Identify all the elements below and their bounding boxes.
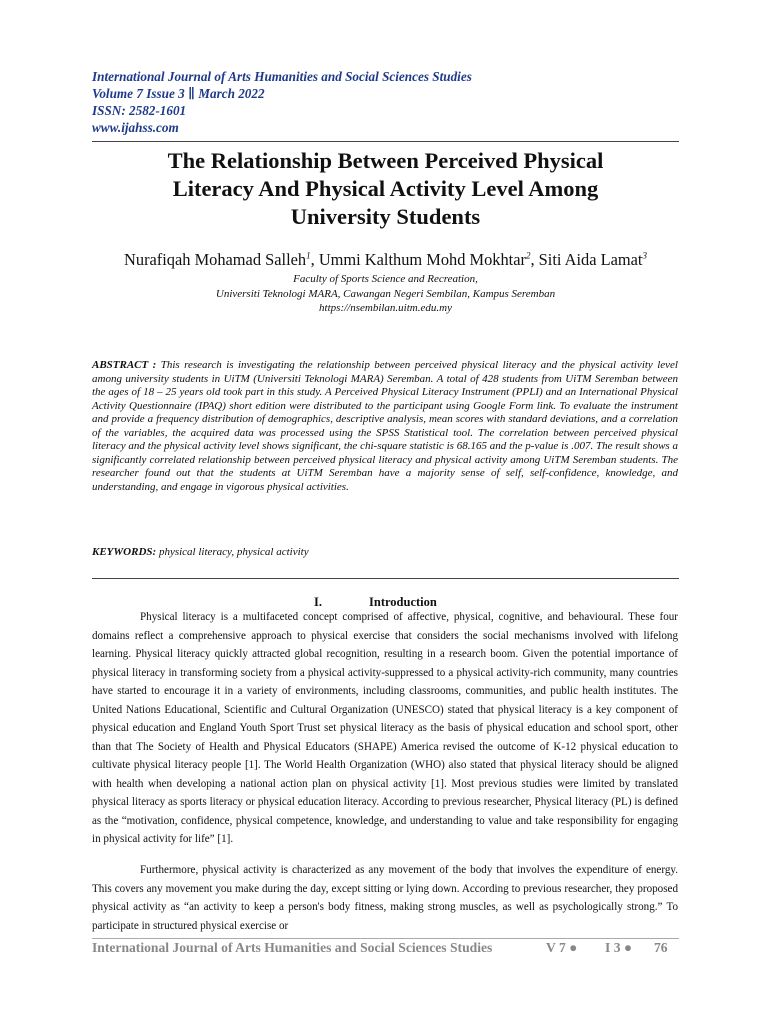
journal-website[interactable]: www.ijahss.com — [92, 120, 179, 135]
journal-header — [92, 68, 472, 136]
footer-volume: V 7 ● — [546, 940, 578, 955]
abstract-text: This research is investigating the relationship between perceived physical literacy and the physical activity level among university students in UiTM (Universiti Teknologi MARA) Seremban. A total of 428 students from UiTM Seremban between the ages of 18 – 25 years old took part in this study. A Perceived Physical Literacy Instrument (PPLI) and an International Physical Activity Questionnaire (IPAQ) short edition were distributed to the participant using Google Form link. To evaluate the instrument and provide a frequency distribution of demographics, descriptive analysis, mean scores with standard deviations, and a correlation of the variables, the acquired data was processed using the SPSS Statistical tool. The correlation between perceived physical literacy and the physical activity level shows significant, the chi-square statistic is 68.165 and the p-value is .007. The result shows a significantly correlated relationship between perceived physical literacy and physical activity among UiTM Seremban students. The researcher found out that the students at UiTM Seremban have a majority sense of self, self-confidence, knowledge, and understanding, and engage in vigorous physical activities. — [92, 359, 678, 493]
title-line: Literacy And Physical Activity Level Among — [172, 176, 599, 201]
paper-title — [92, 147, 679, 231]
footer-issue: I 3 ● — [605, 940, 633, 955]
keywords — [92, 546, 678, 558]
footer-divider — [92, 938, 679, 939]
author-affiliation-mark: 3 — [642, 250, 647, 261]
author-affiliation-mark: 1 — [306, 250, 311, 261]
abstract — [92, 359, 678, 494]
affiliation-faculty: Faculty of Sports Science and Recreation, — [293, 273, 478, 285]
author-list — [92, 250, 679, 270]
keywords-label: KEYWORDS: — [92, 546, 157, 558]
author-separator: , — [310, 250, 319, 269]
author-name: Nurafiqah Mohamad Salleh — [124, 250, 307, 269]
title-line: The Relationship Between Perceived Physical — [167, 148, 604, 173]
author-name: Siti Aida Lamat — [538, 250, 643, 269]
title-line: University Students — [290, 204, 481, 229]
journal-name: International Journal of Arts Humanities and Social Sciences Studies — [92, 69, 472, 84]
page-footer — [92, 938, 679, 960]
affiliation-url[interactable]: https://nsembilan.uitm.edu.my — [319, 302, 452, 314]
paragraph: Furthermore, physical activity is characterized as any movement of the body that involves the expenditure of energy. This covers any movement you make during the day, except sitting or lying down. According to previous researcher, they proposed physical activity as “an activity to keep a person's body fitness, making strong muscles, as well as psychologically strong.” To participate in structured physical exercise or — [92, 864, 678, 932]
author-separator: , — [530, 250, 539, 269]
author-affiliation-mark: 2 — [525, 250, 531, 261]
journal-volume-issue: Volume 7 Issue 3 ∥ March 2022 — [92, 86, 265, 101]
affiliation-university: Universiti Teknologi MARA, Cawangan Negeri Sembilan, Kampus Seremban — [215, 287, 556, 300]
keywords-text: physical literacy, physical activity — [158, 546, 309, 558]
abstract-label: ABSTRACT : — [92, 359, 157, 371]
author-name: Ummi Kalthum Mohd Mokhtar — [318, 250, 526, 269]
paragraph: Physical literacy is a multifaceted concept comprised of affective, physical, cognitive, and behavioural. These four domains reflect a comprehensive approach to physical exercise that considers the social mechanisms involved with lifelong learning. Physical literacy quickly attracted global recognition, resulting in a research boom. Given the potential importance of physical literacy in transforming society from a physical activity-suppressed to a physical activity-rich community, many countries have started to encourage it in a variety of environments, including classrooms, communities, and public health institutes. The United Nations Educational, Scientific and Cultural Organization (UNESCO) stated that physical literacy is a key component of physical education and England Youth Sport Trust set physical literacy as the basis of physical education and school sport, other than that The Society of Health and Physical Educators (SHAPE) America revised the outcome of K-12 physical education to cultivate physical literacy people [1]. The World Health Organization (WHO) also stated that physical literacy should be aligned with health when developing a national action plan on physical activity [1]. Most previous studies were limited by translated physical literacy as sports literacy or physical education literacy. According to previous researcher, Physical literacy (PL) is defined as the “motivation, confidence, physical competence, knowledge, and understanding to value and take responsibility for engaging in physical activity for life” [1]. — [92, 611, 678, 845]
affiliation-block — [92, 272, 679, 316]
header-divider — [92, 141, 679, 142]
section-number: I. — [314, 595, 322, 609]
section-title: Introduction — [369, 595, 437, 609]
footer-journal-name: International Journal of Arts Humanities and Social Sciences Studies — [92, 940, 493, 955]
journal-issn: ISSN: 2582-1601 — [92, 103, 187, 118]
page-number: 76 — [654, 940, 668, 955]
section-divider — [92, 578, 679, 579]
